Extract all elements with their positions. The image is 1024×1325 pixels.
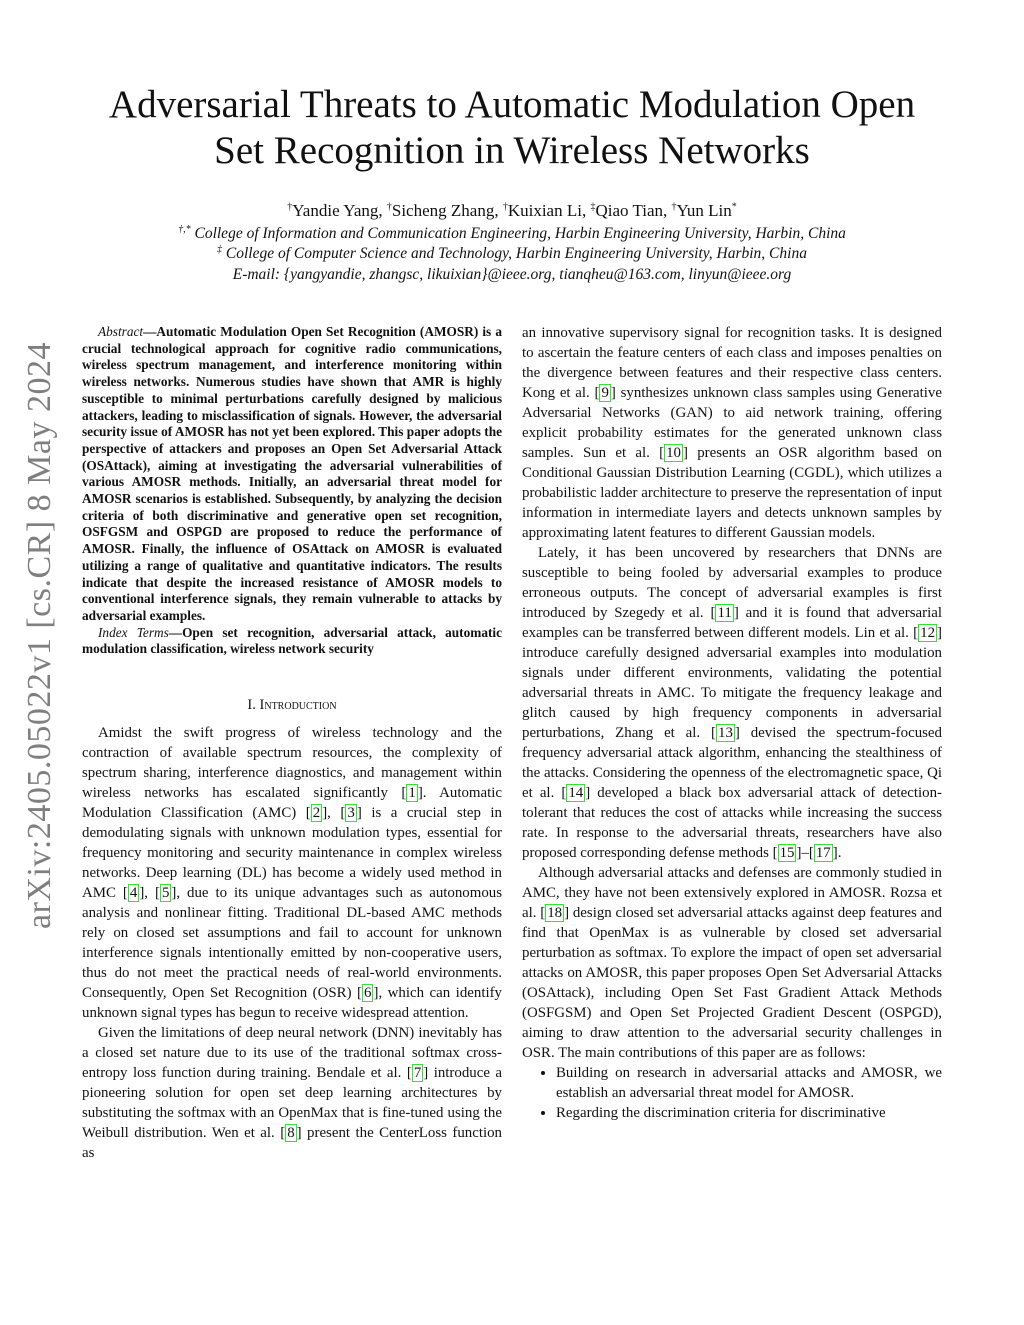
citation-link[interactable]: 5 (161, 885, 170, 901)
index-terms (82, 625, 502, 658)
arxiv-stamp: arXiv:2405.05022v1 [cs.CR] 8 May 2024 (21, 341, 58, 929)
abstract-label: Abstract (98, 324, 144, 339)
affiliation-mark: † (287, 201, 293, 213)
paragraph: Although adversarial attacks and defenses are commonly studied in AMC, they have not been extensively explored in AMOSR. Rozsa et al. [ 18 ] design closed set adversarial attacks against deep features and find that OpenMax is as vulnerable by closed set adversarial perturbation as softmax. To explore the impact of open set adversarial attacks on AMOSR, this paper proposes Open Set Adversarial Attacks (OSAttack), including Open Set Fast Gradient Attack Methods (OSFGSM) and Open Set Projected Gradient Descent (OSPGD), aiming to draw attention to the adversarial security challenges in OSR. The main contributions of this paper are as follows: (522, 865, 942, 1061)
citation-link[interactable]: 13 (718, 725, 733, 741)
affiliation-text: College of Information and Communication Engineering, Harbin Engineering University, Harbin, China (194, 225, 846, 242)
citation-link[interactable]: 2 (312, 805, 321, 821)
abstract (82, 324, 502, 658)
affiliation (60, 224, 964, 244)
affiliation-mark: ‡ (217, 243, 223, 255)
paragraph: an innovative supervisory signal for recognition tasks. It is designed to ascertain the feature centers of each class and imposes penalties on the divergence between features and their respective class centers. Kong et al. [ 9 ] synthesizes unknown class samples using Generative Adversarial Networks (GAN) to aid network training, offering explicit probability estimates for the generated unknown class samples. Sun et al. [ 10 ] presents an OSR algorithm based on Conditional Gaussian Distribution Learning (CGDL), which utilizes a probabilistic ladder architecture to preserve the representation of input information in intermediate layers and detects unknown samples by approximating latent features to different Gaussian models. (522, 325, 942, 541)
paper-title (60, 82, 964, 174)
citation-link[interactable]: 9 (601, 385, 609, 401)
contribution-item: • Building on research in adversarial attacks and AMOSR, we establish an adversarial threat model for AMOSR. (556, 1063, 942, 1103)
index-terms-body: —Open set recognition, adversarial attack, automatic modulation classification, wireless network security (82, 624, 503, 657)
author-name: Yun Lin (676, 201, 732, 220)
section-heading (82, 697, 502, 714)
title-line: Set Recognition in Wireless Networks (214, 129, 810, 172)
right-column-body (522, 323, 942, 1123)
citation-link[interactable]: 11 (717, 605, 732, 621)
affiliation-mark: † (671, 201, 677, 213)
affiliation (60, 244, 964, 264)
abstract-body: —Automatic Modulation Open Set Recognition (AMOSR) is a crucial technological approach for cognitive radio communications, wireless spectrum management, and interference monitoring within wireless networks. Numerous studies have shown that AMR is highly susceptible to minimal perturbations carefully designed by malicious attackers, leading to misclassification of signals. However, the adversarial security issue of AMOSR has not yet been explored. This paper adopts the perspective of attackers and proposes an Open Set Adversarial Attack (OSAttack), aiming at investigating the adversarial vulnerabilities of various AMOSR methods. Initially, an adversarial threat model for AMOSR scenarios is established. Subsequently, by analyzing the decision criteria of both discriminative and generative open set recognition, OSFGSM and OSPGD are proposed to reduce the performance of AMOSR. Finally, the influence of OSAttack on AMOSR is evaluated utilizing a range of qualitative and quantitative indicators. The results indicate that despite the increased resistance of AMOSR models to conventional interference signals, they remain vulnerable to attacks by adversarial examples. (82, 324, 502, 623)
author-name: Qiao Tian, (595, 201, 668, 220)
citation-link[interactable]: 10 (666, 445, 681, 461)
left-column-body (82, 723, 502, 1163)
section-title: Introduction (259, 697, 337, 713)
paragraph: Amidst the swift progress of wireless technology and the contraction of available spectrum resources, the complexity of spectrum sharing, interference diagnostics, and management within wireless networks has escalated significantly [ 1 ]. Automatic Modulation Classification (AMC) [ 2 ], [ 3 ] is a crucial step in demodulating signals with unknown modulation types, essential for frequency monitoring and security maintenance in complex wireless networks. Deep learning (DL) has become a widely used method in AMC [ 4 ], [ 5 ], due to its unique advantages such as autonomous analysis and nonlinear fitting. Traditional DL-based AMC methods rely on closed set assumptions and fail to account for unknown interference signals intentionally emitted by non-cooperative users, thus do not meet the practical needs of real-world environments. Consequently, Open Set Recognition (OSR) [ 6 ], which can identify unknown signal types has begun to receive widespread attention. (82, 725, 503, 1021)
citation-link[interactable]: 6 (364, 985, 372, 1001)
section-number: I. (247, 697, 256, 713)
citation-link[interactable]: 15 (779, 845, 795, 861)
citation-link[interactable]: 12 (920, 625, 936, 641)
abstract-text (82, 324, 502, 625)
affiliation-mark: † (386, 201, 392, 213)
citation-link[interactable]: 1 (408, 785, 416, 801)
title-line: Adversarial Threats to Automatic Modulation Open (108, 83, 916, 126)
citation-link[interactable]: 4 (129, 885, 138, 901)
index-terms-label: Index Terms (98, 624, 169, 640)
citation-link[interactable]: 7 (413, 1065, 422, 1081)
affiliation-mark: † (502, 201, 508, 213)
citation-link[interactable]: 14 (568, 785, 584, 801)
paragraph: Given the limitations of deep neural network (DNN) inevitably has a closed set nature due to its use of the traditional softmax cross-entropy loss function during training. Bendale et al. [ 7 ] introduce a pioneering solution for open set deep learning architectures by substituting the softmax with an OpenMax that is fine-tuned using the Weibull distribution. Wen et al. [ 8 ] present the CenterLoss function as (82, 1025, 502, 1161)
author-name: Sicheng Zhang, (391, 201, 499, 220)
corresponding-mark: * (731, 201, 737, 213)
citation-link[interactable]: 18 (547, 905, 563, 921)
affiliation-text: College of Computer Science and Technology, Harbin Engineering University, Harbin, China (225, 245, 807, 262)
affiliation-mark: †,* (178, 223, 191, 235)
author-name: Kuixian Li, (507, 201, 587, 220)
citation-link[interactable]: 3 (347, 805, 355, 821)
paragraph: Lately, it has been uncovered by researchers that DNNs are susceptible to being fooled by adversarial examples to produce erroneous outputs. The concept of adversarial examples is first introduced by Szegedy et al. [ 11 ] and it is found that adversarial examples can be transferred between different models. Lin et al. [ 12 ] introduce carefully designed adversarial examples into modulation signals under different environments, validating the potential adversarial threats in AMC. To mitigate the frequency leakage and glitch caused by high frequency components in adversarial perturbations, Zhang et al. [ 13 ] devised the spectrum-focused frequency adversarial attack algorithm, enhancing the stealthiness of the attacks. Considering the openness of the electromagnetic space, Qi et al. [ 14 ] developed a black box adversarial attack of detection-tolerant that reduces the cost of attacks while increasing the success rate. In response to the adversarial threats, researchers have also proposed corresponding defense methods [ 15 ]–[ 17 ]. (522, 545, 942, 861)
author-list (60, 200, 964, 221)
author-name: Yandie Yang, (292, 201, 383, 220)
affiliation-mark: ‡ (590, 201, 596, 213)
contribution-item: • Regarding the discrimination criteria for discriminative (556, 1103, 942, 1123)
citation-link[interactable]: 8 (287, 1125, 295, 1141)
email-line: E-mail: {yangyandie, zhangsc, likuixian}@ieee.org, tianqheu@163.com, linyun@ieee.org (232, 266, 792, 283)
contributions-list (522, 1063, 942, 1123)
citation-link[interactable]: 17 (815, 845, 831, 861)
